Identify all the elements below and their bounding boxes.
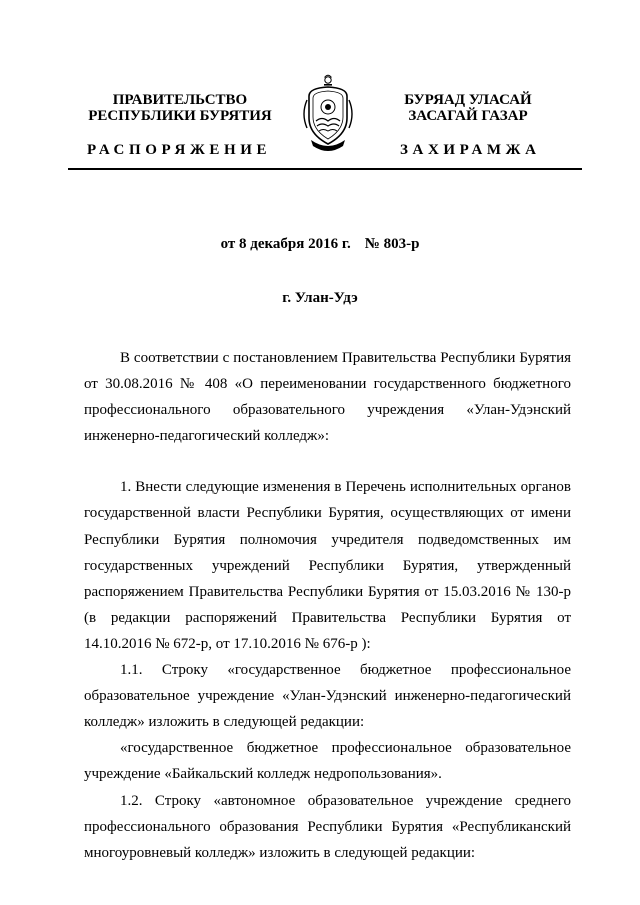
document-city: г. Улан-Удэ: [282, 290, 358, 306]
document-date-number: [0, 236, 640, 253]
body-paragraph: 1.1. Строку «государственное бюджетное профессиональное образовательное учреждение «Улан-Удэнский инженерно-педагогический колледж» изложить в следующей редакции:: [84, 662, 571, 731]
body-paragraph: «государственное бюджетное профессиональное образовательное учреждение «Байкальский колледж недропользования».: [84, 740, 571, 783]
document-type-russian: РАСПОРЯЖЕНИЕ: [87, 142, 272, 158]
government-name-line2: РЕСПУБЛИКИ БУРЯТИЯ: [88, 108, 272, 124]
body-paragraph: 1. Внести следующие изменения в Перечень исполнительных органов государственной власти Республики Бурятия, осуществляющих от имени Республики Бурятия полномочия учредителя подведомственных им государственных учреждений Республики Бурятия, утвержденный распоряжением Правительства Республики Бурятия от 15.03.2016 № 130-р (в редакции распоряжений Правительства Республики Бурятия от 14.10.2016 № 672-р, от 17.10.2016 № 676-р ):: [84, 479, 571, 652]
document-number: № 803-р: [364, 236, 420, 252]
government-name-buryat-line1: БУРЯАД УЛАСАЙ: [404, 92, 532, 108]
body-paragraph: 1.2. Строку «автономное образовательное учреждение среднего профессионального образования Республики Бурятия «Республиканский многоуровневый колледж» изложить в следующей редакции:: [84, 792, 571, 861]
government-name-buryat-line2: ЗАСАГАЙ ГАЗАР: [408, 108, 528, 124]
government-name-line1: ПРАВИТЕЛЬСТВО: [112, 92, 248, 108]
government-name-russian: [82, 92, 278, 124]
header-divider: [68, 168, 582, 170]
document-date: от 8 декабря 2016 г.: [220, 236, 351, 252]
document-type-buryat: ЗАХИРАМЖА: [400, 142, 541, 158]
body-paragraph: В соответствии с постановлением Правительства Республики Бурятия от 30.08.2016 № 408 «О переименовании государственного бюджетного профессионального образовательного учреждения «Улан-Удэнский инженерно-педагогический колледж»:: [84, 350, 571, 445]
coat-of-arms-icon: [297, 74, 359, 154]
document-body: [84, 345, 571, 866]
government-name-buryat: [378, 92, 558, 124]
